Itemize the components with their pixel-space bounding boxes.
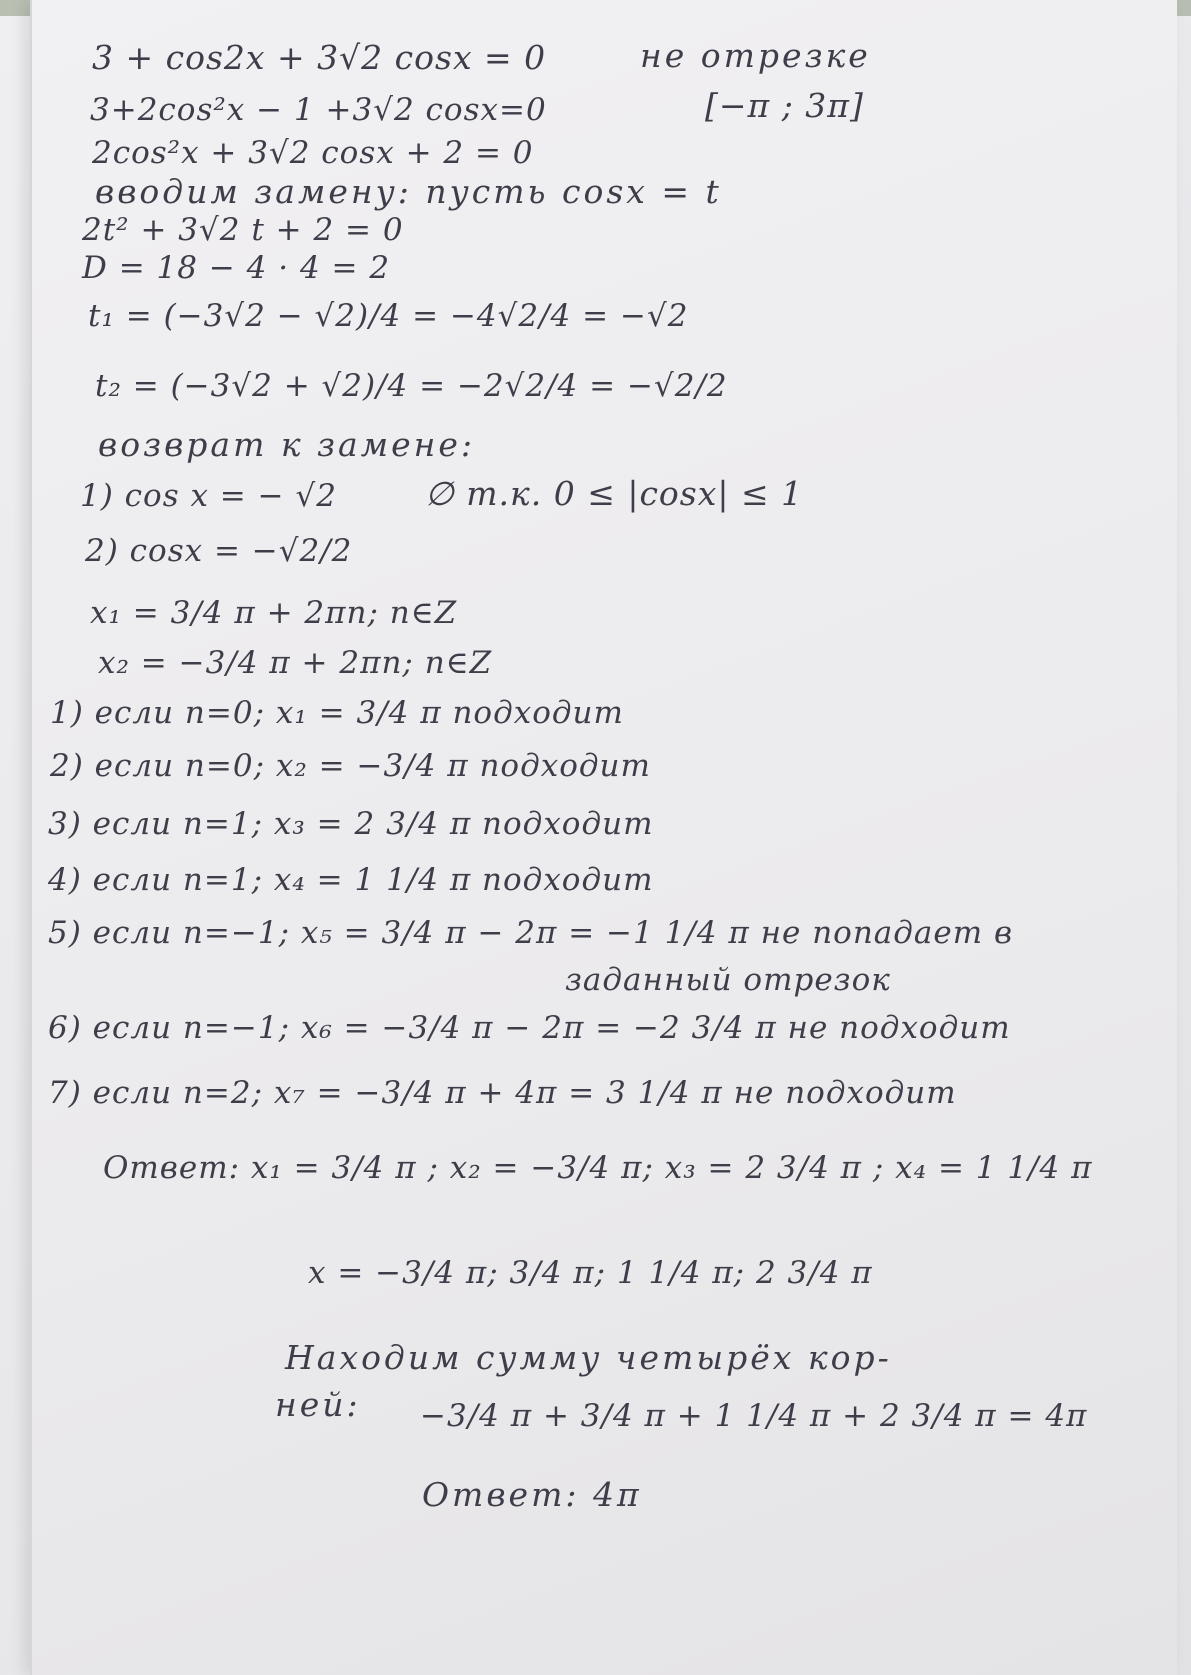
discriminant: D = 18 − 4 · 4 = 2: [82, 250, 391, 286]
segment-interval: [−π ; 3π]: [705, 86, 864, 125]
substitution-note: вводим замену: пусть cosx = t: [95, 172, 722, 211]
check-1: 1) если n=0; x₁ = 3/4 π подходит: [50, 695, 624, 731]
check-7: 7) если n=2; x₇ = −3/4 π + 4π = 3 1/4 π не подходит: [48, 1075, 957, 1111]
sum-equation: −3/4 π + 3/4 π + 1 1/4 π + 2 3/4 π = 4π: [420, 1398, 1088, 1434]
equation-simplified: 2cos²x + 3√2 cosx + 2 = 0: [92, 135, 534, 171]
check-5: 5) если n=−1; x₅ = 3/4 π − 2π = −1 1/4 π не попадает в: [48, 915, 1014, 951]
check-4: 4) если n=1; x₄ = 1 1/4 π подходит: [48, 862, 654, 898]
check-5-continued: заданный отрезок: [565, 962, 891, 998]
answer-roots: Ответ: x₁ = 3/4 π ; x₂ = −3/4 π; x₃ = 2 3/4 π ; x₄ = 1 1/4 π: [103, 1150, 1093, 1186]
case1-equation: 1) cos x = − √2: [80, 478, 337, 514]
quadratic-equation: 2t² + 3√2 t + 2 = 0: [82, 212, 404, 248]
root-t2: t₂ = (−3√2 + √2)/4 = −2√2/4 = −√2/2: [95, 368, 728, 404]
check-6: 6) если n=−1; x₆ = −3/4 π − 2π = −2 3/4 π не подходит: [48, 1010, 1011, 1046]
equation-expanded: 3+2cos²x − 1 +3√2 cosx=0: [90, 92, 547, 128]
case2-equation: 2) cosx = −√2/2: [85, 533, 353, 569]
root-t1: t₁ = (−3√2 − √2)/4 = −4√2/4 = −√2: [88, 298, 689, 334]
case1-no-solution: ∅ т.к. 0 ≤ |cosx| ≤ 1: [425, 474, 804, 513]
roots-list: x = −3/4 π; 3/4 π; 1 1/4 π; 2 3/4 π: [308, 1255, 873, 1291]
sum-heading-continued: ней:: [275, 1385, 361, 1424]
final-answer: Ответ: 4π: [422, 1475, 642, 1514]
check-2: 2) если n=0; x₂ = −3/4 π подходит: [50, 748, 651, 784]
segment-label: не отрезке: [640, 36, 871, 75]
back-substitution-heading: возврат к замене:: [98, 425, 476, 464]
solution-x1: x₁ = 3/4 π + 2πn; n∈Z: [90, 595, 458, 631]
sum-heading: Находим сумму четырёх кор-: [285, 1338, 892, 1377]
solution-x2: x₂ = −3/4 π + 2πn; n∈Z: [98, 645, 493, 681]
check-3: 3) если n=1; x₃ = 2 3/4 π подходит: [48, 806, 654, 842]
equation-original: 3 + cos2x + 3√2 cosx = 0: [92, 38, 547, 77]
